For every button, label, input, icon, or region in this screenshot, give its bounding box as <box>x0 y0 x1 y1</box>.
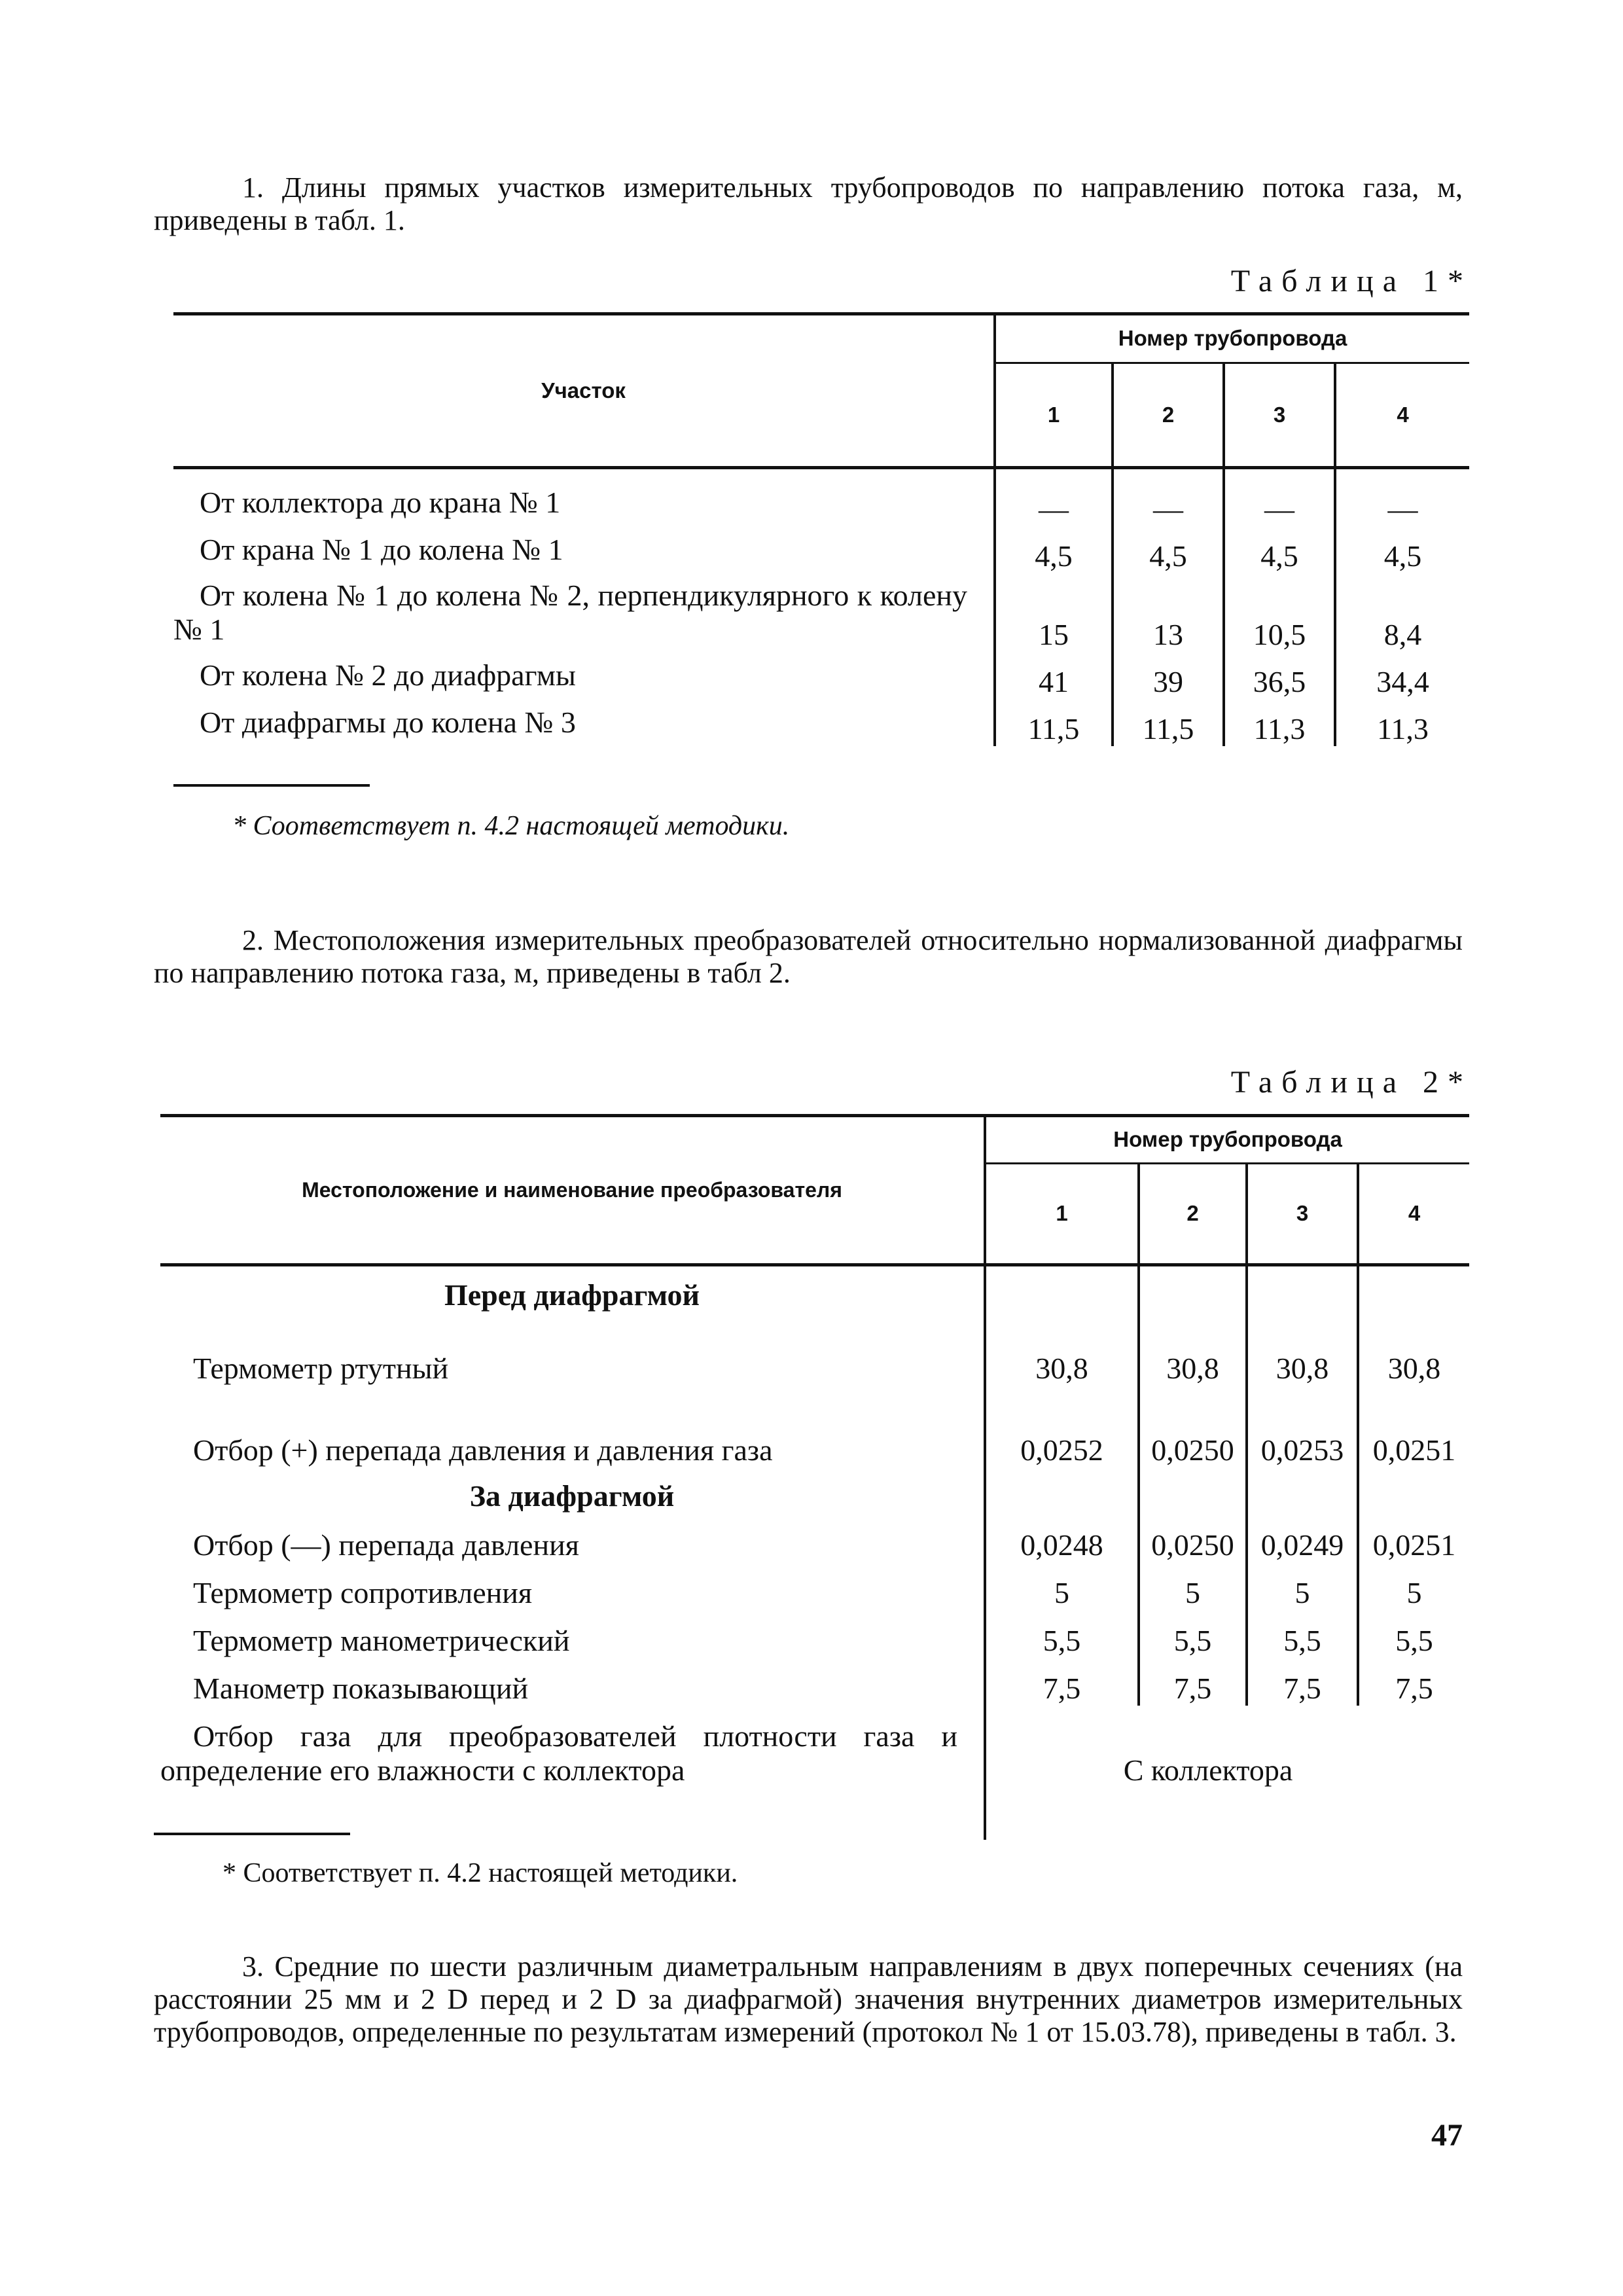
table-2-row-label: Отбор (—) перепада давления <box>193 1528 579 1562</box>
table-row <box>160 1562 1469 1610</box>
table-2-footnote: * Соответствует п. 4.2 настоящей методики. <box>223 1858 738 1888</box>
table-cell: — <box>995 479 1113 526</box>
table-cell: С коллектора <box>985 1706 1469 1787</box>
table-1-col-2: 2 <box>1113 363 1224 467</box>
table-cell: 0,0248 <box>985 1513 1139 1562</box>
table-1-row-label: От колена № 2 до диафрагмы <box>200 658 576 692</box>
table-2-header-group: Номер трубопровода <box>985 1117 1469 1163</box>
table-2-section-after: За диафрагмой <box>469 1479 675 1513</box>
table-2-col-4: 4 <box>1358 1163 1469 1265</box>
table-2 <box>160 1117 1469 1840</box>
table-cell: 30,8 <box>1139 1323 1247 1386</box>
table-cell: 11,3 <box>1335 699 1469 746</box>
table-cell: — <box>1113 479 1224 526</box>
table-cell: 4,5 <box>995 526 1113 573</box>
table-row <box>160 1658 1469 1706</box>
table-cell: 36,5 <box>1224 652 1335 699</box>
table-row <box>160 1386 1469 1467</box>
table-2-caption: Таблица 2* <box>1230 1065 1472 1100</box>
table-cell: 11,5 <box>995 699 1113 746</box>
table-row <box>160 1610 1469 1658</box>
page-number: 47 <box>1431 2118 1463 2153</box>
table-row <box>160 1323 1469 1386</box>
table-cell: 5,5 <box>985 1610 1139 1658</box>
table-cell: 0,0253 <box>1247 1386 1358 1467</box>
table-cell: 5,5 <box>1358 1610 1469 1658</box>
table-cell: 0,0252 <box>985 1386 1139 1467</box>
table-1-col-4: 4 <box>1335 363 1469 467</box>
table-2-header-section: Местоположение и наименование преобразователя <box>302 1177 842 1202</box>
table-cell: 5 <box>1358 1562 1469 1610</box>
table-cell: — <box>1224 479 1335 526</box>
table-row <box>160 1706 1469 1787</box>
table-cell: 34,4 <box>1335 652 1469 699</box>
table-cell: 10,5 <box>1224 573 1335 652</box>
table-1-col-1: 1 <box>995 363 1113 467</box>
table-cell: 7,5 <box>985 1658 1139 1706</box>
table-cell: 11,3 <box>1224 699 1335 746</box>
table-row <box>173 479 1469 526</box>
table-cell: 7,5 <box>1139 1658 1247 1706</box>
table-cell: 30,8 <box>1247 1323 1358 1386</box>
table-1-header-group: Номер трубопровода <box>995 315 1469 363</box>
table-cell: 7,5 <box>1247 1658 1358 1706</box>
table-cell: 4,5 <box>1335 526 1469 573</box>
table-1-row-label: От крана № 1 до колена № 1 <box>200 533 563 566</box>
table-cell: 30,8 <box>1358 1323 1469 1386</box>
table-cell: 4,5 <box>1224 526 1335 573</box>
table-cell: 0,0250 <box>1139 1386 1247 1467</box>
table-2-row-label: Отбор газа для преобразователей плотности газа и определение его влажности с коллектора <box>160 1719 957 1787</box>
table-2-row-label: Манометр показывающий <box>193 1672 529 1705</box>
table-cell: 5 <box>1247 1562 1358 1610</box>
table-row <box>173 652 1469 699</box>
table-cell: 0,0251 <box>1358 1513 1469 1562</box>
table-cell: 41 <box>995 652 1113 699</box>
table-cell: 30,8 <box>985 1323 1139 1386</box>
table-1-row-label: От диафрагмы до колена № 3 <box>200 706 576 739</box>
footnote-rule <box>173 784 370 787</box>
table-cell: 8,4 <box>1335 573 1469 652</box>
table-row <box>173 573 1469 652</box>
table-cell: 13 <box>1113 573 1224 652</box>
table-row <box>173 699 1469 746</box>
table-2-row-label: Отбор (+) перепада давления и давления газа <box>193 1433 773 1467</box>
table-1-col-3: 3 <box>1224 363 1335 467</box>
table-1-header-section: Участок <box>541 378 626 403</box>
paragraph-3: 3. Средние по шести различным диаметральным направлениям в двух поперечных сечениях (на расстоянии 25 мм и 2 D перед и 2 D за диафрагмой) значения внутренних диаметров измерительных трубопроводов, определенные по результатам измерений (протокол № 1 от 15.03.78), приведены в табл. 3. <box>154 1950 1463 2048</box>
table-2-row-label: Термометр манометрический <box>193 1624 570 1657</box>
table-cell: 5,5 <box>1247 1610 1358 1658</box>
table-cell: 5 <box>985 1562 1139 1610</box>
table-1-row-label: От коллектора до крана № 1 <box>200 486 561 519</box>
table-cell: 39 <box>1113 652 1224 699</box>
table-1-caption: Таблица 1* <box>1230 264 1472 298</box>
table-cell: 11,5 <box>1113 699 1224 746</box>
table-1-row-label: От колена № 1 до колена № 2, перпендикулярного к колену № 1 <box>173 579 967 646</box>
table-2-col-2: 2 <box>1139 1163 1247 1265</box>
table-row <box>173 526 1469 573</box>
table-cell: 0,0250 <box>1139 1513 1247 1562</box>
table-2-row-label: Термометр ртутный <box>193 1352 449 1385</box>
paragraph-2: 2. Местоположения измерительных преобразователей относительно нормализованной диафрагмы по направлению потока газа, м, приведены в табл 2. <box>154 924 1463 989</box>
table-cell: 0,0251 <box>1358 1386 1469 1467</box>
table-1-footnote: * Соответствует п. 4.2 настоящей методики. <box>232 811 790 841</box>
table-cell: 15 <box>995 573 1113 652</box>
table-cell: 5,5 <box>1139 1610 1247 1658</box>
footnote-rule <box>154 1833 350 1835</box>
table-cell: 5 <box>1139 1562 1247 1610</box>
table-2-col-1: 1 <box>985 1163 1139 1265</box>
table-cell: 4,5 <box>1113 526 1224 573</box>
table-cell: 7,5 <box>1358 1658 1469 1706</box>
table-2-section-before: Перед диафрагмой <box>444 1278 700 1312</box>
table-2-row-label: Термометр сопротивления <box>193 1576 533 1609</box>
table-cell: — <box>1335 479 1469 526</box>
table-1 <box>173 315 1469 746</box>
table-row <box>160 1513 1469 1562</box>
paragraph-1: 1. Длины прямых участков измерительных трубопроводов по направлению потока газа, м, приведены в табл. 1. <box>154 171 1463 236</box>
table-2-col-3: 3 <box>1247 1163 1358 1265</box>
table-cell: 0,0249 <box>1247 1513 1358 1562</box>
